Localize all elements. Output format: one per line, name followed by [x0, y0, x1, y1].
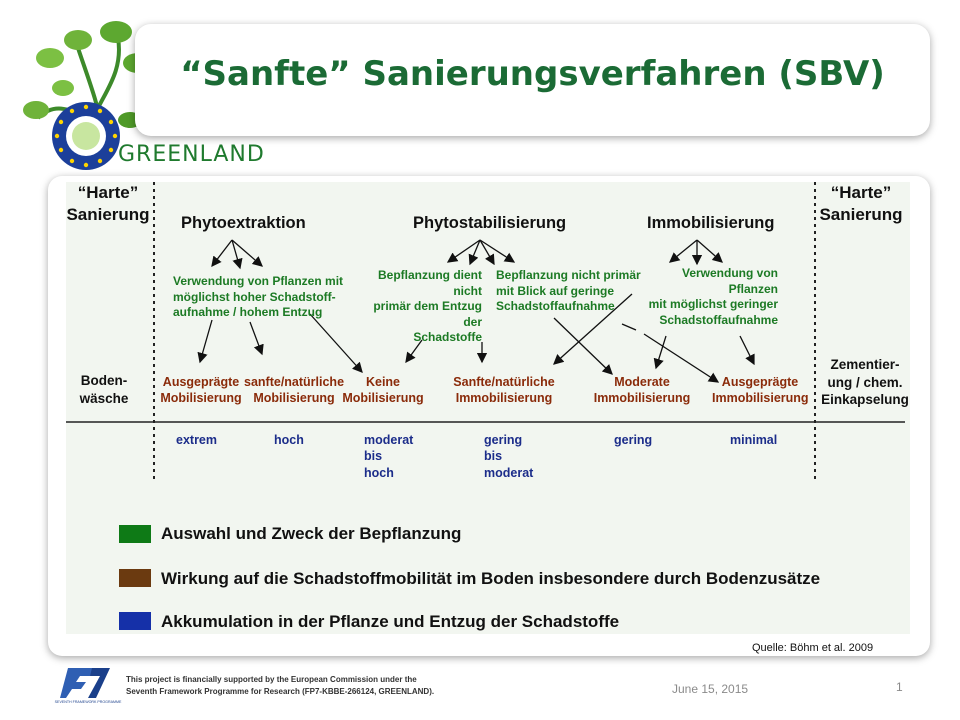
branch-immob-1 [670, 240, 697, 262]
accumulation-hoch: hoch [274, 433, 304, 447]
funding-notice: This project is financially supported by the European Commission under the Seventh Framework Programme for Research (FP7-KBBE-266124, GREENLAND). [126, 675, 435, 696]
source-citation: Quelle: Böhm et al. 2009 [752, 642, 874, 654]
accumulation-moderat-bis-hoch: moderat bis hoch [364, 433, 414, 480]
accumulation-gering: gering [614, 433, 653, 447]
fp7-caption: SEVENTH FRAMEWORK PROGRAMME [54, 700, 122, 704]
arrow-stab-moderat [554, 318, 612, 374]
legend-swatch-green [119, 525, 151, 543]
branch-immob-3 [697, 240, 722, 262]
slide-date: June 15, 2015 [672, 682, 749, 696]
legend-swatch-brown [119, 569, 151, 587]
purpose-stabilisierung-1: Bepflanzung dient nicht primär dem Entzug der Schadstoffe [373, 268, 482, 345]
slide-number: 1 [896, 680, 903, 694]
purpose-immobilisierung: Verwendung von Pflanzen mit möglichst geringer Schadstoffaufnahme [648, 266, 778, 327]
fp7-logo [54, 664, 122, 704]
branch-extr-3 [232, 240, 262, 266]
left-harte-sanierung: “Harte” Sanierung [66, 183, 150, 225]
arrow-dashed-moderat [622, 324, 636, 330]
effect-keine-mobilisierung: Keine Mobilisierung [342, 375, 424, 406]
purpose-stabilisierung-2: Bepflanzung nicht primär mit Blick auf geringe Schadstoffaufnahme [496, 268, 641, 314]
branch-stab-3 [480, 240, 494, 264]
effect-ausgepraegte-immobilisierung: Ausgeprägte Immobilisierung [712, 375, 809, 406]
legend-swatch-blue [119, 612, 151, 630]
category-immobilisierung: Immobilisierung [647, 214, 775, 232]
effect-moderate-immobilisierung: Moderate Immobilisierung [593, 375, 691, 406]
legend-label-blue: Akkumulation in der Pflanze und Entzug der Schadstoffe [161, 612, 620, 631]
branch-extr-1 [212, 240, 232, 266]
arrow-extr-ausgepr [200, 320, 212, 362]
arrow-extr-sanft [250, 322, 262, 354]
arrow-immob-ausgepr [740, 336, 754, 364]
purpose-extraktion: Verwendung von Pflanzen mit möglichst hoher Schadstoff- aufnahme / hohem Entzug [173, 274, 344, 320]
arrow-immob-moderat [656, 336, 666, 368]
legend-label-brown: Wirkung auf die Schadstoffmobilität im Boden insbesondere durch Bodenzusätze [161, 569, 821, 588]
bodenwaesche-label: Boden- wäsche [79, 373, 129, 406]
effect-sanfte-immobilisierung: Sanfte/natürliche Immobilisierung [453, 375, 555, 406]
slide-title: “Sanfte” Sanierungsverfahren (SBV) [180, 54, 885, 94]
accumulation-extrem: extrem [176, 433, 217, 447]
category-phytostabilisierung: Phytostabilisierung [413, 214, 567, 232]
accumulation-gering-bis-moderat: gering bis moderat [484, 433, 534, 480]
legend-label-green: Auswahl und Zweck der Bepflanzung [161, 524, 462, 543]
logo-wordmark: GREENLAND [118, 142, 265, 167]
einkapselung-label: Zementier- ung / chem. Einkapselung [821, 357, 909, 408]
right-harte-sanierung: “Harte” Sanierung [819, 183, 903, 225]
effect-ausgepraegte-mobilisierung: Ausgeprägte Mobilisierung [160, 375, 242, 406]
category-phytoextraktion: Phytoextraktion [181, 214, 306, 232]
accumulation-minimal: minimal [730, 433, 778, 447]
branch-stab-4 [480, 240, 514, 262]
effect-sanfte-mobilisierung: sanfte/natürliche Mobilisierung [244, 375, 345, 406]
